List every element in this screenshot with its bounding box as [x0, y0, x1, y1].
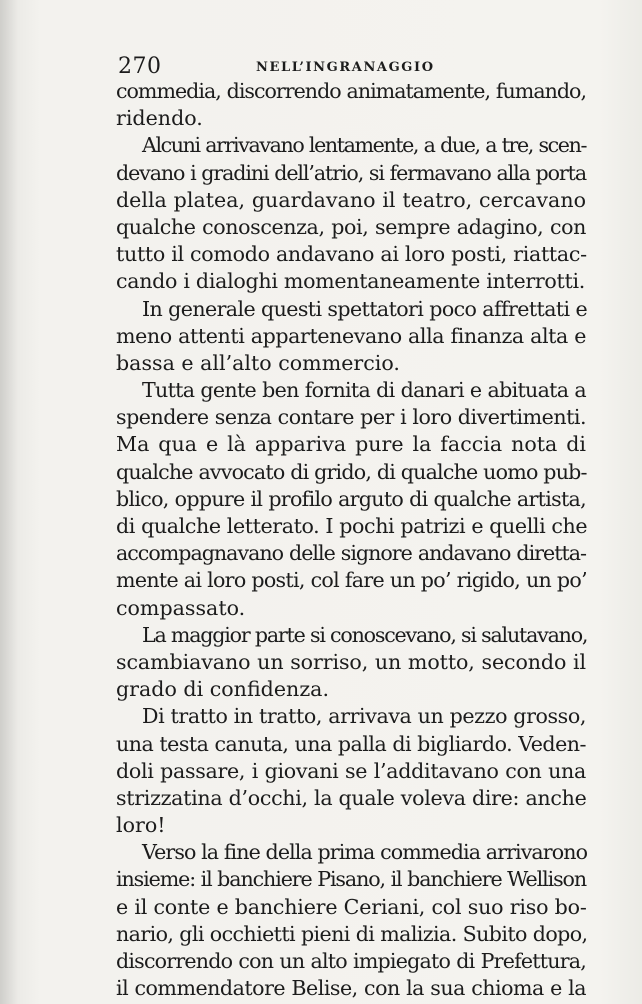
text-line: tutto il comodo andavano ai loro posti, riattac-	[116, 242, 587, 267]
text-line: compassato.	[116, 595, 246, 620]
page-number: 270	[118, 54, 162, 79]
text-line: cando i dialoghi momentaneamente interrotti.	[116, 269, 586, 294]
text-line: Tutta gente ben fornita di danari e abituata a	[142, 378, 586, 403]
text-line: una testa canuta, una palla di bigliardo. Veden-	[116, 731, 586, 756]
text-line: mente ai loro posti, col fare un po’ rigido, un po’	[116, 568, 587, 593]
text-line: grado di confidenza.	[116, 677, 329, 702]
text-line: Di tratto in tratto, arrivava un pezzo grosso,	[142, 704, 586, 729]
text-line: Alcuni arrivavano lentamente, a due, a tre, scen-	[142, 133, 586, 158]
text-line: commedia, discorrendo animatamente, fumando,	[116, 79, 586, 103]
body-text	[116, 78, 586, 1002]
text-line: nario, gli occhietti pieni di malizia. Subito dopo,	[116, 921, 588, 946]
text-line: accompagnavano delle signore andavano diretta-	[116, 541, 586, 566]
text-line: loro!	[116, 813, 166, 838]
gutter-shadow	[0, 0, 18, 1004]
text-line: Verso la fine della prima commedia arrivarono	[142, 840, 588, 865]
text-line: qualche avvocato di grido, di qualche uomo pub-	[116, 459, 587, 484]
text-line: spendere senza contare per i loro divertimenti.	[116, 405, 586, 430]
text-line: bassa e all’alto commercio.	[116, 350, 400, 375]
text-line: e il conte e banchiere Ceriani, col suo riso bo-	[116, 894, 587, 919]
text-line: devano i gradini dell’atrio, si fermavano alla porta	[116, 160, 586, 185]
text-line: della platea, guardavano il teatro, cercavano	[116, 187, 586, 212]
running-title: NELL’INGRANAGGIO	[256, 60, 435, 75]
text-line: scambiavano un sorriso, un motto, secondo il	[116, 649, 586, 674]
text-line: meno attenti appartenevano alla finanza alta e	[116, 323, 586, 348]
text-line: La maggior parte si conoscevano, si salutavano,	[142, 622, 588, 647]
text-line: In generale questi spettatori poco affrettati e	[142, 296, 588, 321]
text-line: di qualche letterato. I pochi patrizi e quelli che	[116, 514, 588, 538]
text-line: strizzatina d’occhi, la quale voleva dire: anche	[116, 785, 587, 810]
text-line: doli passare, i giovani se l’additavano con una	[116, 758, 586, 783]
text-line: Ma qua e là appariva pure la faccia nota di	[116, 432, 586, 457]
text-line: il commendatore Belise, con la sua chioma e la	[116, 976, 586, 1001]
text-line: blico, oppure il profilo arguto di qualche artista,	[116, 486, 586, 511]
text-line: insieme: il banchiere Pisano, il banchiere Wellison	[116, 867, 586, 892]
text-line: ridendo.	[116, 106, 203, 131]
text-line: qualche conoscenza, poi, sempre adagino, con	[116, 214, 586, 239]
text-line: discorrendo con un alto impiegato di Prefettura,	[116, 949, 586, 973]
